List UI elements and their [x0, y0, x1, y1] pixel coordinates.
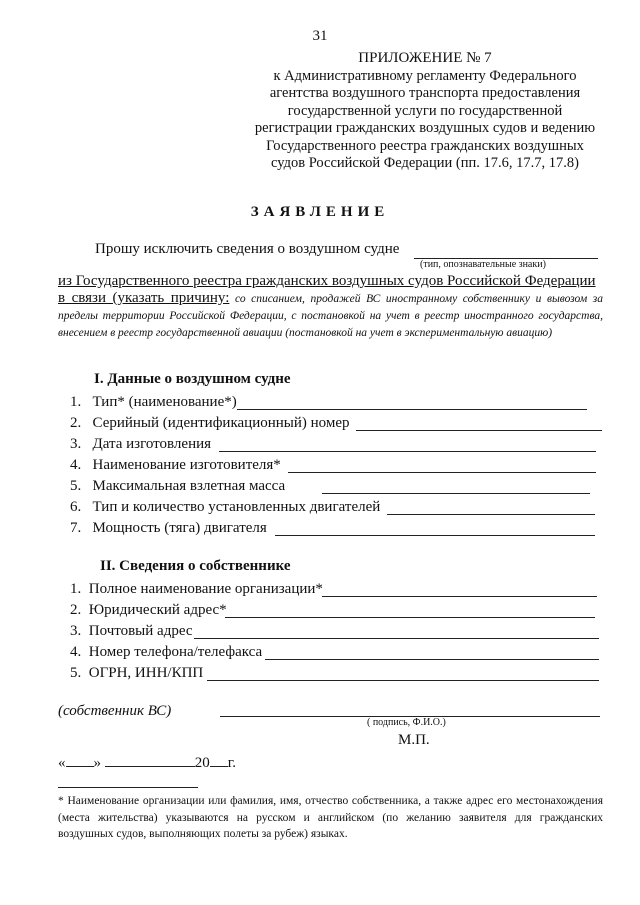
aircraft-type-caption: (тип, опознавательные знаки)	[420, 259, 546, 270]
section-owner-title: II. Сведения о собственнике	[100, 558, 291, 574]
appendix-line: государственной услуги по государственной	[287, 102, 563, 119]
aircraft-item: 4. Наименование изготовителя*	[70, 457, 281, 473]
aircraft-item: 1. Тип* (наименование*)	[70, 394, 237, 410]
reason-text: со списанием, продажей ВС иностранному собственнику и вывозом за пределы территории Российской Федерации, с постановкой на учет в реестр иностранного государства, внесением в реестр государственной авиации (постановкой на учет в экспериментальную авиацию)	[58, 293, 604, 339]
owner-item: 1. Полное наименование организации*	[70, 581, 323, 597]
appendix-line: регистрации гражданских воздушных судов и ведению	[254, 120, 596, 136]
appendix-line: к Административному регламенту Федерального	[273, 67, 577, 84]
owner-item: 3. Почтовый адрес	[70, 623, 193, 639]
owner-item: 2. Юридический адрес*	[70, 602, 227, 618]
max-takeoff-mass-input[interactable]	[322, 493, 590, 494]
aircraft-type-input[interactable]	[237, 409, 587, 410]
manufacture-date-input[interactable]	[219, 451, 596, 452]
date-year-suffix: г.	[227, 755, 236, 771]
owner-item: 5. ОГРН, ИНН/КПП	[70, 665, 204, 681]
request-text: Прошу исключить сведения о воздушном судне	[95, 241, 400, 257]
appendix-line: агентства воздушного транспорта предоставления	[269, 85, 581, 101]
ogrn-inn-kpp-input[interactable]	[207, 680, 599, 681]
footnote-divider	[58, 787, 198, 788]
aircraft-item: 3. Дата изготовления	[70, 436, 212, 452]
reason-lead: в связи (указать причину:	[58, 290, 230, 306]
signature-caption: ( подпись, Ф.И.О.)	[367, 717, 446, 728]
stamp-label: М.П.	[398, 732, 430, 748]
engine-power-input[interactable]	[275, 535, 595, 536]
phone-fax-input[interactable]	[265, 659, 599, 660]
aircraft-item: 5. Максимальная взлетная масса	[70, 478, 286, 494]
date-day-field[interactable]	[66, 752, 94, 767]
date-month-field[interactable]	[105, 752, 195, 767]
aircraft-item: 6. Тип и количество установленных двигателей	[70, 499, 381, 515]
date-line	[58, 752, 236, 772]
reason-block	[58, 290, 603, 342]
organization-name-input[interactable]	[322, 596, 597, 597]
aircraft-item: 2. Серийный (идентификационный) номер	[70, 415, 350, 431]
engines-input[interactable]	[387, 514, 595, 515]
serial-number-input[interactable]	[356, 430, 602, 431]
footnote: * Наименование организации или фамилия, имя, отчество собственника, а также адрес его местонахождения (места жительства) указываются на русском и английском (по желанию заявителя для гражданских воздушных судов, выполняющих полеты за рубеж) языках.	[58, 795, 603, 840]
document-title: ЗАЯВЛЕНИЕ	[250, 204, 390, 220]
appendix-line: судов Российской Федерации (пп. 17.6, 17.7, 17.8)	[271, 155, 579, 171]
owner-signature-label: (собственник ВС)	[58, 703, 172, 719]
appendix-header	[215, 50, 635, 173]
manufacturer-input[interactable]	[288, 472, 596, 473]
postal-address-input[interactable]	[194, 638, 599, 639]
appendix-line: Государственного реестра гражданских воздушных	[266, 137, 584, 154]
date-close-quote: »	[93, 755, 101, 771]
date-year-prefix: 20	[194, 755, 210, 771]
owner-item: 4. Номер телефона/телефакса	[70, 644, 263, 660]
legal-address-input[interactable]	[225, 617, 595, 618]
page-number: 31	[312, 28, 328, 44]
registry-text: из Государственного реестра гражданских воздушных судов Российской Федерации	[58, 273, 596, 289]
date-year-field[interactable]	[210, 752, 228, 767]
section-aircraft-title: I. Данные о воздушном судне	[94, 371, 291, 387]
appendix-title: ПРИЛОЖЕНИЕ № 7	[358, 50, 492, 66]
aircraft-item: 7. Мощность (тяга) двигателя	[70, 520, 267, 536]
date-open-quote: «	[58, 755, 66, 771]
